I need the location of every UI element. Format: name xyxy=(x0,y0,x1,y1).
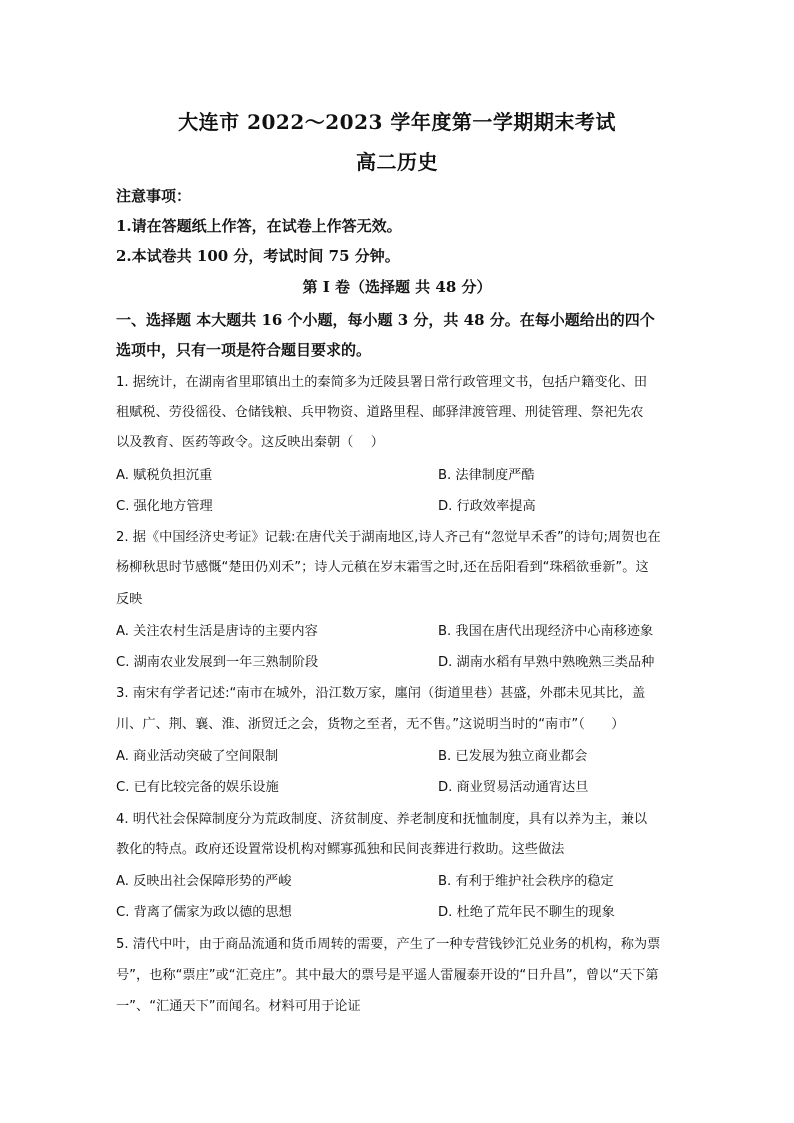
question-text: 号”，也称“票庄”或“汇竞庄”。其中最大的票号是平遥人雷履泰开设的“日升昌”，曾以“天下第 xyxy=(116,968,659,983)
page-subtitle: 高二历史 xyxy=(356,150,438,174)
option-b: B. 法律制度严酷 xyxy=(438,468,535,483)
question-text: 4. 明代社会保障制度分为荒政制度、济贫制度、养老制度和抚恤制度，具有以养为主，兼以 xyxy=(116,812,648,827)
option-d: D. 商业贸易活动通宵达旦 xyxy=(438,780,589,795)
option-c: C. 强化地方管理 xyxy=(116,499,213,514)
question-text: 以及教育、医药等政令。这反映出秦朝（ ） xyxy=(116,435,384,450)
note-item: 1.请在答题纸上作答，在试卷上作答无效。 xyxy=(116,217,402,235)
option-a: A. 赋税负担沉重 xyxy=(116,468,213,483)
question-text: 川、广、荆、襄、淮、浙贸迁之会，货物之至者，无不售。”这说明当时的“南市”（ ） xyxy=(116,717,625,732)
question-text: 租赋税、劳役徭役、仓储钱粮、兵甲物资、道路里程、邮驿津渡管理、刑徒管理、祭祀先农 xyxy=(116,405,644,420)
option-c: C. 已有比较完备的娱乐设施 xyxy=(116,780,279,795)
option-a: A. 关注农村生活是唐诗的主要内容 xyxy=(116,624,318,639)
question-text: 一”、“汇通天下”而闻名。材料可用于论证 xyxy=(116,999,361,1014)
option-a: A. 商业活动突破了空间限制 xyxy=(116,749,279,764)
question-text: 教化的特点。政府还设置常设机构对鳏寡孤独和民间丧葬进行救助。这些做法 xyxy=(116,842,565,857)
section-instruction: 一、选择题 本大题共 16 个小题，每小题 3 分，共 48 分。在每小题给出的四个 xyxy=(116,311,655,329)
option-c: C. 背离了儒家为政以德的思想 xyxy=(116,905,292,920)
notes-heading: 注意事项： xyxy=(116,187,192,205)
question-text: 5. 清代中叶，由于商品流通和货币周转的需要，产生了一种专营钱钞汇兑业务的机构，称为票 xyxy=(116,937,661,952)
option-b: B. 有利于维护社会秩序的稳定 xyxy=(438,874,614,889)
option-b: B. 我国在唐代出现经济中心南移迹象 xyxy=(438,624,654,639)
option-d: D. 湖南水稻有早熟中熟晚熟三类品种 xyxy=(438,655,655,670)
section-instruction: 选项中，只有一项是符合题目要求的。 xyxy=(116,341,372,359)
question-text: 3. 南宋有学者记述:“南市在城外，沿江数万家，廛闬（街道里巷）甚盛，外郡未见其比，盖 xyxy=(116,686,646,701)
question-text: 杨柳秋思时节感慨“楚田仍刈禾”；诗人元稹在岁末霜雪之时,还在岳阳看到“珠稻欲垂新”。这 xyxy=(116,560,649,575)
option-c: C. 湖南农业发展到一年三熟制阶段 xyxy=(116,655,319,670)
question-text: 1. 据统计，在湖南省里耶镇出土的秦简多为迁陵县署日常行政管理文书，包括户籍变化、田 xyxy=(116,375,648,390)
note-item: 2.本试卷共 100 分，考试时间 75 分钟。 xyxy=(116,247,400,265)
option-a: A. 反映出社会保障形势的严峻 xyxy=(116,874,292,889)
page-title: 大连市 2022～2023 学年度第一学期期末考试 xyxy=(178,110,616,134)
option-d: D. 杜绝了荒年民不聊生的现象 xyxy=(438,905,615,920)
option-b: B. 已发展为独立商业都会 xyxy=(438,749,588,764)
question-text: 2. 据《中国经济史考证》记载:在唐代关于湖南地区,诗人齐己有“忽觉早禾香”的诗句;周贺也在 xyxy=(116,530,661,545)
volume-title: 第 I 卷（选择题 共 48 分） xyxy=(302,278,492,296)
question-text: 反映 xyxy=(116,592,143,607)
option-d: D. 行政效率提高 xyxy=(438,499,536,514)
